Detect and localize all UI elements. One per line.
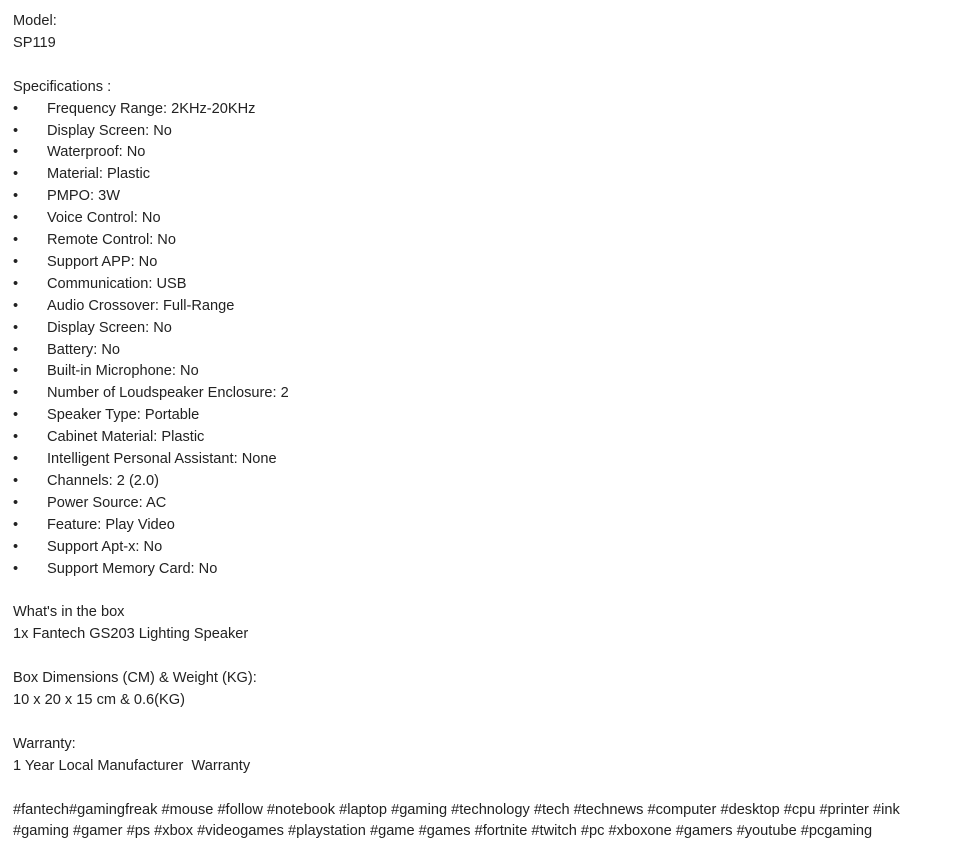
bullet-icon: • (13, 385, 19, 402)
spec-item-text: Power Source: AC (47, 494, 167, 511)
bullet-icon: • (13, 429, 19, 446)
spec-item (13, 208, 947, 230)
spec-item-text: Display Screen: No (47, 122, 172, 139)
bullet-icon: • (13, 144, 19, 161)
spec-item-text: Waterproof: No (47, 144, 146, 161)
spec-item (13, 186, 947, 208)
spec-item (13, 383, 947, 405)
bullet-icon: • (13, 188, 19, 205)
spec-item-text: Cabinet Material: Plastic (47, 429, 205, 446)
spec-item-text: Number of Loudspeaker Enclosure: 2 (47, 385, 289, 402)
box-heading: What's in the box (13, 604, 125, 621)
spacer (13, 581, 947, 603)
spec-item-text: Remote Control: No (47, 232, 176, 249)
spec-item (13, 121, 947, 143)
spec-item-text: Communication: USB (47, 275, 187, 292)
bullet-icon: • (13, 516, 19, 533)
bullet-icon: • (13, 407, 19, 424)
bullet-icon: • (13, 232, 19, 249)
spec-item (13, 427, 947, 449)
bullet-icon: • (13, 100, 19, 117)
bullet-icon: • (13, 451, 19, 468)
warranty-value: 1 Year Local Manufacturer Warranty (13, 757, 251, 774)
spec-item (13, 142, 947, 164)
spec-item-text: Support Memory Card: No (47, 560, 218, 577)
bullet-icon: • (13, 341, 19, 358)
spacer (13, 712, 947, 734)
spec-item-text: Built-in Microphone: No (47, 363, 199, 380)
spec-item-text: Support APP: No (47, 253, 158, 270)
specifications-heading: Specifications : (13, 78, 112, 95)
spec-item-text: Audio Crossover: Full-Range (47, 297, 235, 314)
bullet-icon: • (13, 210, 19, 227)
bullet-icon: • (13, 275, 19, 292)
bullet-icon: • (13, 560, 19, 577)
spec-item (13, 515, 947, 537)
bullet-icon: • (13, 494, 19, 511)
spec-item (13, 471, 947, 493)
spacer (13, 55, 947, 77)
bullet-icon: • (13, 363, 19, 380)
model-value: SP119 (13, 34, 56, 51)
model-label: Model: (13, 13, 57, 29)
spec-item-text: Frequency Range: 2KHz-20KHz (47, 100, 256, 117)
bullet-icon: • (13, 319, 19, 336)
spec-item (13, 99, 947, 121)
spec-item-text: Intelligent Personal Assistant: None (47, 451, 277, 468)
spec-item-text: Voice Control: No (47, 210, 161, 227)
spec-item (13, 252, 947, 274)
spec-item (13, 318, 947, 340)
bullet-icon: • (13, 253, 19, 270)
hashtags-line-1: #fantech#gamingfreak #mouse #follow #notebook #laptop #gaming #technology #tech #technews #computer #desktop #cpu #printer #ink (13, 801, 900, 818)
spacer (13, 778, 947, 800)
spec-item-text: Channels: 2 (2.0) (47, 473, 159, 490)
spec-item-text: Material: Plastic (47, 166, 150, 183)
spec-item-text: Feature: Play Video (47, 516, 175, 533)
dimensions-heading: Box Dimensions (CM) & Weight (KG): (13, 670, 257, 687)
spec-item (13, 493, 947, 515)
spec-item (13, 449, 947, 471)
spec-item (13, 296, 947, 318)
spec-item-text: PMPO: 3W (47, 188, 120, 205)
bullet-icon: • (13, 538, 19, 555)
spec-item-text: Speaker Type: Portable (47, 407, 200, 424)
spec-item-text: Battery: No (47, 341, 120, 358)
specifications-list (13, 99, 947, 581)
spec-item (13, 361, 947, 383)
spec-item-text: Support Apt-x: No (47, 538, 163, 555)
spec-item (13, 405, 947, 427)
spec-item (13, 274, 947, 296)
dimensions-value: 10 x 20 x 15 cm & 0.6(KG) (13, 692, 185, 709)
bullet-icon: • (13, 122, 19, 139)
box-contents: 1x Fantech GS203 Lighting Speaker (13, 626, 249, 643)
spec-item-text: Display Screen: No (47, 319, 172, 336)
bullet-icon: • (13, 473, 19, 490)
spec-item (13, 559, 947, 581)
spec-item (13, 164, 947, 186)
hashtags-line-2: #gaming #gamer #ps #xbox #videogames #playstation #game #games #fortnite #twitch #pc #xboxone #gamers #youtube #pcgaming (13, 823, 873, 840)
spec-item (13, 340, 947, 362)
spec-item (13, 537, 947, 559)
spec-item (13, 230, 947, 252)
bullet-icon: • (13, 166, 19, 183)
bullet-icon: • (13, 297, 19, 314)
spacer (13, 646, 947, 668)
warranty-heading: Warranty: (13, 735, 76, 752)
